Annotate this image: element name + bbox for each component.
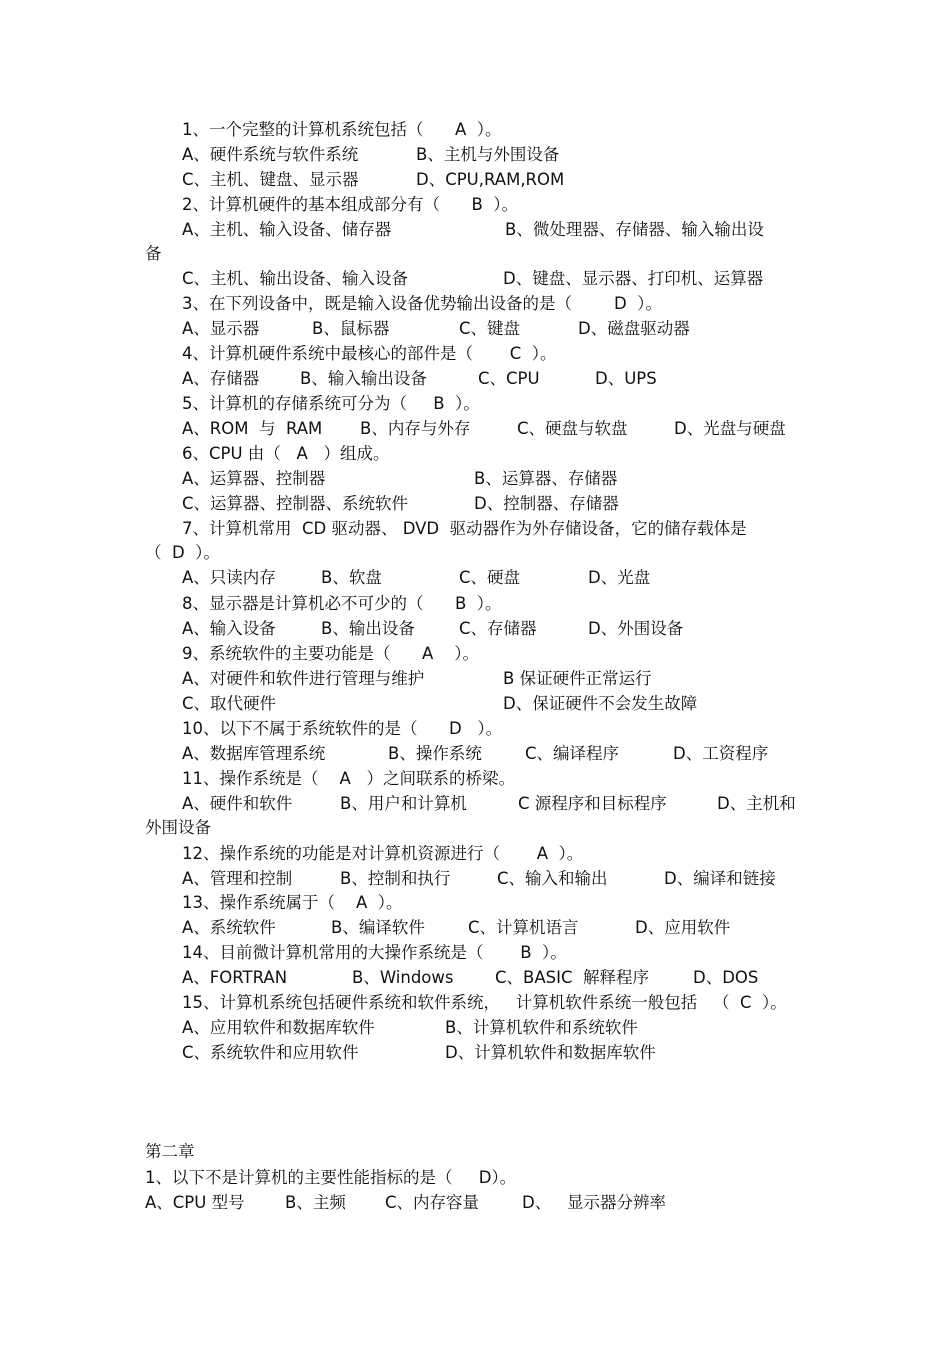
q7-option-a: A、只读内存 xyxy=(182,568,276,587)
question-8: 8、显示器是计算机必不可少的（ B ）。 xyxy=(182,594,502,613)
question-2: 2、计算机硬件的基本组成部分有（ B ）。 xyxy=(182,195,519,214)
ch2-q1-option-d: D、 显示器分辨率 xyxy=(522,1193,666,1212)
q12-option-c: C、输入和输出 xyxy=(497,869,608,888)
q5-option-d: D、光盘与硬盘 xyxy=(674,419,786,438)
q3-option-a: A、显示器 xyxy=(182,319,260,338)
q13-option-b: B、编译软件 xyxy=(331,918,425,937)
q8-option-d: D、外围设备 xyxy=(588,619,684,638)
q10-option-c: C、编译程序 xyxy=(525,744,620,763)
q4-option-b: B、输入输出设备 xyxy=(300,369,427,388)
q1-option-a: A、硬件系统与软件系统 xyxy=(182,145,359,164)
q8-option-b: B、输出设备 xyxy=(321,619,415,638)
ch2-q1-option-a: A、CPU 型号 xyxy=(145,1193,245,1212)
q9-option-a: A、对硬件和软件进行管理与维护 xyxy=(182,669,425,688)
q15-option-d: D、计算机软件和数据库软件 xyxy=(445,1043,656,1062)
q3-option-b: B、鼠标器 xyxy=(312,319,390,338)
q5-option-a: A、ROM 与 RAM xyxy=(182,419,323,438)
q8-option-c: C、存储器 xyxy=(459,619,537,638)
ch2-q1-option-c: C、内存容量 xyxy=(385,1193,480,1212)
ch2-q1-option-b: B、主频 xyxy=(285,1193,346,1212)
question-6: 6、CPU 由（ A ）组成。 xyxy=(182,444,390,463)
q11-option-a: A、硬件和软件 xyxy=(182,794,293,813)
q13-option-a: A、系统软件 xyxy=(182,918,276,937)
question-10: 10、以下不属于系统软件的是（ D ）。 xyxy=(182,719,503,738)
q4-option-a: A、存储器 xyxy=(182,369,260,388)
q6-option-b: B、运算器、存储器 xyxy=(474,469,618,488)
question-1: 1、一个完整的计算机系统包括（ A ）。 xyxy=(182,120,502,139)
q11-wrap: 外围设备 xyxy=(145,818,211,837)
question-14: 14、目前微计算机常用的大操作系统是（ B ）。 xyxy=(182,943,567,962)
question-15: 15、计算机系统包括硬件系统和软件系统， 计算机软件系统一般包括 （ C ）。 xyxy=(182,993,787,1012)
q2-option-c: C、主机、输出设备、输入设备 xyxy=(182,269,409,288)
q15-option-c: C、系统软件和应用软件 xyxy=(182,1043,359,1062)
question-12: 12、操作系统的功能是对计算机资源进行（ A ）。 xyxy=(182,844,584,863)
q7-wrap: （ D ）。 xyxy=(145,543,220,562)
q13-option-d: D、应用软件 xyxy=(635,918,731,937)
q7-option-d: D、光盘 xyxy=(588,568,651,587)
question-5: 5、计算机的存储系统可分为（ B ）。 xyxy=(182,394,480,413)
q6-option-c: C、运算器、控制器、系统软件 xyxy=(182,494,409,513)
q7-option-b: B、软盘 xyxy=(321,568,382,587)
q11-option-d: D、主机和 xyxy=(717,794,796,813)
question-3: 3、在下列设备中，既是输入设备优势输出设备的是（ D ）。 xyxy=(182,294,662,313)
q4-option-c: C、CPU xyxy=(478,369,540,388)
question-7: 7、计算机常用 CD 驱动器、 DVD 驱动器作为外存储设备，它的储存载体是 xyxy=(182,519,747,538)
q2-option-a: A、主机、输入设备、储存器 xyxy=(182,220,392,239)
q13-option-c: C、计算机语言 xyxy=(468,918,579,937)
q1-option-d: D、CPU,RAM,ROM xyxy=(416,170,565,189)
q1-option-c: C、主机、键盘、显示器 xyxy=(182,170,359,189)
q1-option-b: B、主机与外围设备 xyxy=(416,145,560,164)
q4-option-d: D、UPS xyxy=(595,369,657,388)
chapter-2-heading: 第二章 xyxy=(145,1142,195,1161)
q9-option-b: B 保证硬件正常运行 xyxy=(503,669,652,688)
q10-option-a: A、数据库管理系统 xyxy=(182,744,326,763)
question-4: 4、计算机硬件系统中最核心的部件是（ C ）。 xyxy=(182,344,557,363)
q7-option-c: C、硬盘 xyxy=(459,568,521,587)
q5-option-c: C、硬盘与软盘 xyxy=(517,419,628,438)
q10-option-d: D、工资程序 xyxy=(673,744,769,763)
q14-option-c: C、BASIC 解释程序 xyxy=(495,968,649,987)
question-9: 9、系统软件的主要功能是（ A ）。 xyxy=(182,644,479,663)
q3-option-d: D、磁盘驱动器 xyxy=(578,319,690,338)
q6-option-d: D、控制器、存储器 xyxy=(474,494,619,513)
q2-option-b: B、微处理器、存储器、输入输出设 xyxy=(505,220,764,239)
q9-option-c: C、取代硬件 xyxy=(182,694,277,713)
q11-option-c: C 源程序和目标程序 xyxy=(518,794,667,813)
question-11: 11、操作系统是（ A ）之间联系的桥梁。 xyxy=(182,769,515,788)
q10-option-b: B、操作系统 xyxy=(388,744,482,763)
q15-option-b: B、计算机软件和系统软件 xyxy=(445,1018,638,1037)
q6-option-a: A、运算器、控制器 xyxy=(182,469,326,488)
ch2-question-1: 1、以下不是计算机的主要性能指标的是（ D）。 xyxy=(145,1168,517,1187)
q14-option-a: A、FORTRAN xyxy=(182,968,288,987)
q2-wrap: 备 xyxy=(145,244,162,263)
q12-option-b: B、控制和执行 xyxy=(340,869,451,888)
q3-option-c: C、键盘 xyxy=(459,319,521,338)
q14-option-d: D、DOS xyxy=(693,968,759,987)
q14-option-b: B、Windows xyxy=(352,968,454,987)
q15-option-a: A、应用软件和数据库软件 xyxy=(182,1018,375,1037)
q2-option-d: D、键盘、显示器、打印机、运算器 xyxy=(503,269,764,288)
q5-option-b: B、内存与外存 xyxy=(360,419,471,438)
question-13: 13、操作系统属于（ A ）。 xyxy=(182,893,403,912)
q8-option-a: A、输入设备 xyxy=(182,619,276,638)
q11-option-b: B、用户和计算机 xyxy=(340,794,467,813)
q9-option-d: D、保证硬件不会发生故障 xyxy=(503,694,698,713)
q12-option-d: D、编译和链接 xyxy=(664,869,776,888)
q12-option-a: A、管理和控制 xyxy=(182,869,293,888)
